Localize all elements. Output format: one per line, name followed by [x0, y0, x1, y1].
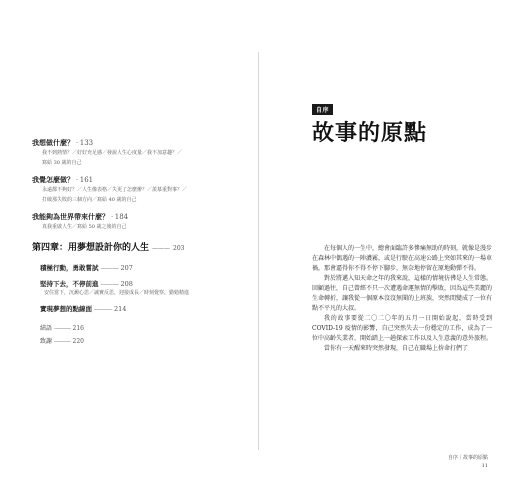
paragraph: 當你有一天醒來時突然發現，自己在職場上拚命打們了 [324, 345, 469, 352]
toc-subtopics: 永遠都不夠好？／人生像表格／失更了怎麼辦？／羨慕重對事？／ [42, 187, 188, 193]
chapter-page-number: 203 [173, 244, 185, 252]
toc-leader: · [76, 139, 78, 147]
preface-title: 故事的原點 [312, 120, 428, 146]
chapter-title: 第四章：用夢想設計你的人生 [32, 242, 150, 253]
toc-section-title: 我想做什麼？ [32, 138, 74, 147]
toc-section-heading [32, 212, 242, 222]
toc-endmatter [40, 323, 242, 345]
toc-leader: ——— [94, 305, 112, 313]
toc-subtopics: 打破那失敗的三個方向／寫給 40 歲的自己 [42, 196, 137, 203]
table-of-contents [32, 138, 242, 349]
toc-subtopics: 寫給 30 歲的自己 [42, 159, 82, 166]
toc-page-number: 161 [79, 176, 94, 184]
toc-subtopics: 真我重啟人生／寫給 50 歲之後的自己 [42, 224, 127, 230]
toc-entry-title: 堅持下去，不停前進 [40, 279, 99, 288]
toc-leader: · [111, 213, 113, 221]
toc-entry-heading [40, 304, 242, 313]
toc-entry-title: 致謝 [40, 338, 53, 345]
chapter-heading [32, 240, 242, 253]
toc-leader: ——— [100, 279, 119, 288]
toc-subtopics: 我不到熱情？／好好充足感／發說人生心度量／我不加意趣？／ [42, 150, 183, 156]
toc-leader: · [76, 176, 78, 184]
toc-section [32, 138, 242, 167]
paragraph: 我的故事要從二〇二〇年的五月一日開始說起，當時受到 COVID-19 疫情的影響，自己突然失去一份穩定的工作，成為了一位中高齡失業者，開始踏上一趟探索工作以及人生意義的意外旅程。 [312, 315, 493, 342]
toc-leader: ——— [100, 263, 119, 272]
book-spine [258, 52, 259, 450]
toc-entry-heading [40, 336, 242, 345]
toc-page-number: 133 [79, 139, 94, 147]
toc-leader: ——— [54, 325, 71, 332]
toc-entry [40, 263, 242, 272]
toc-page-number: 208 [120, 279, 133, 288]
preface-label: 自序 [312, 104, 333, 115]
toc-page-number: 184 [114, 213, 129, 221]
running-footer: 自序｜故事的原點 [447, 455, 488, 461]
paragraph: 在每個人的一生中，總會面臨許多慘痛無助的時刻，就像是漫步在森林中偶遇的一陣濃霧，或是行駛在高速公路上突如其來的一場車禍，那會逼得你不得不停下腳步，無奈地停留在原地動彈不得。 [312, 245, 493, 272]
toc-page-number: 216 [72, 325, 84, 332]
toc-page-number: 220 [72, 338, 84, 345]
toc-section [32, 175, 242, 204]
toc-section-title: 我能夠為世界帶來什麼？ [32, 212, 109, 221]
toc-entry-heading [40, 323, 242, 332]
toc-section-heading [32, 138, 242, 148]
toc-entry [40, 304, 242, 313]
page-number: 11 [481, 463, 488, 469]
toc-subtopics: 安住當下，沉澱心思／誠實反思，迎接成長／時刻覺察，勤勉精進 [44, 289, 190, 296]
toc-page-number: 207 [120, 263, 133, 272]
paragraph: 對於將邁入知天命之年的我來說，這樣的情境彷彿是人生常態。回顧過往，自己曾經不只一次遭遇命運無情的擊敗，因為這些美麗的生命轉折，讓我從一個原本沒沒無聞的上班族，突然間變成了一位有點不平凡的大叔。 [312, 275, 493, 312]
toc-entry-heading [40, 279, 242, 288]
page-footer [448, 454, 488, 470]
toc-leader: ——— [54, 338, 71, 345]
toc-entry [40, 279, 242, 298]
toc-entry-heading [40, 263, 242, 272]
preface-body [312, 244, 492, 354]
toc-entry-title: 實現夢想的點線面 [40, 305, 92, 313]
toc-page-number: 214 [114, 305, 127, 313]
toc-section-heading [32, 175, 242, 185]
toc-leader: ——— [152, 244, 171, 252]
right-page [262, 52, 506, 469]
left-page [14, 52, 254, 450]
toc-section-title: 我覺怎麼做？ [32, 175, 74, 184]
toc-entry-title: 積極行動，勇敢嘗試 [40, 263, 99, 272]
toc-entry-title: 結語 [40, 325, 53, 332]
toc-section [32, 212, 242, 232]
